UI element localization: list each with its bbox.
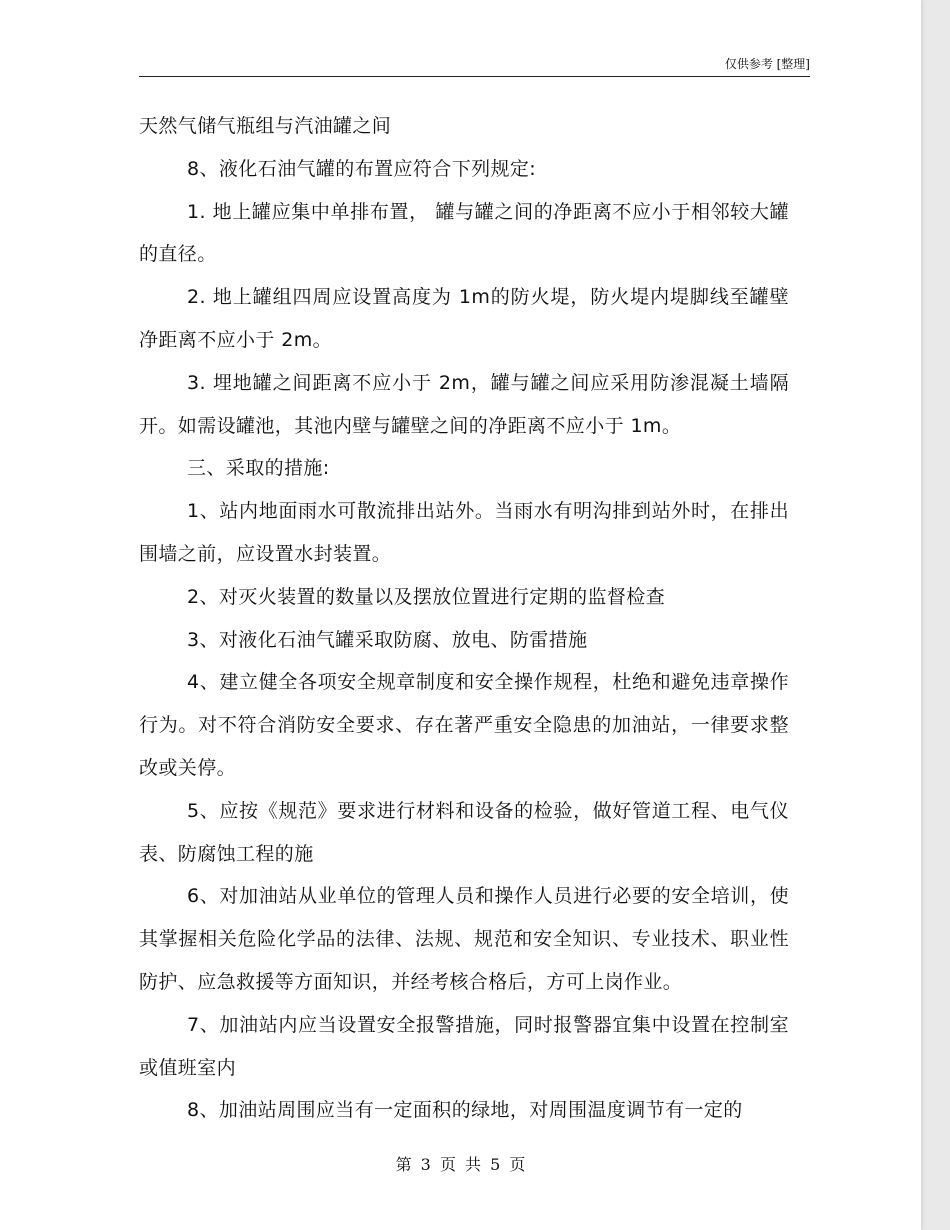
section-heading: 三、采取的措施:	[187, 457, 330, 480]
paragraph: 1、站内地面雨水可散流排出站外。当雨水有明沟排到站外时，在排出围墙之前，应设置水封装置。	[139, 500, 789, 565]
header-note: 仅供参考 [整理]	[724, 57, 810, 71]
page-number: 第 3 页 共 5 页	[395, 1155, 526, 1174]
paragraph: 6、对加油站从业单位的管理人员和操作人员进行必要的安全培训，使其掌握相关危险化学品的法律、法规、规范和安全知识、专业技术、职业性防护、应急救援等方面知识，并经考核合格后，方可上岗作业。	[139, 885, 789, 993]
paragraph: 7、加油站内应当设置安全报警措施，同时报警器宜集中设置在控制室或值班室内	[139, 1013, 789, 1079]
paragraph: 天然气储气瓶组与汽油罐之间	[139, 115, 392, 137]
paragraph: 2、对灭火装置的数量以及摆放位置进行定期的监督检查	[187, 585, 666, 608]
paragraph: 4、建立健全各项安全规章制度和安全操作规程，杜绝和避免违章操作行为。对不符合消防安全要求、存在著严重安全隐患的加油站，一律要求整改或关停。	[139, 671, 789, 779]
paragraph: 1. 地上罐应集中单排布置， 罐与罐之间的净距离不应小于相邻较大罐的直径。	[139, 200, 789, 266]
paragraph: 5、应按《规范》要求进行材料和设备的检验，做好管道工程、电气仪表、防腐蚀工程的施	[139, 799, 789, 865]
paragraph: 3、对液化石油气罐采取防腐、放电、防雷措施	[187, 628, 588, 651]
header-divider	[139, 76, 810, 77]
paragraph: 8、液化石油气罐的布置应符合下列规定:	[187, 157, 537, 180]
document-body	[139, 105, 789, 1132]
paragraph: 3. 埋地罐之间距离不应小于 2m，罐与罐之间应采用防渗混凝土墙隔开。如需设罐池，其池内壁与罐壁之间的净距离不应小于 1m。	[139, 371, 789, 437]
paragraph: 8、加油站周围应当有一定面积的绿地，对周围温度调节有一定的	[187, 1099, 743, 1122]
paragraph: 2. 地上罐组四周应设置高度为 1m的防火堤，防火堤内堤脚线至罐壁净距离不应小于 2m。	[139, 286, 789, 351]
